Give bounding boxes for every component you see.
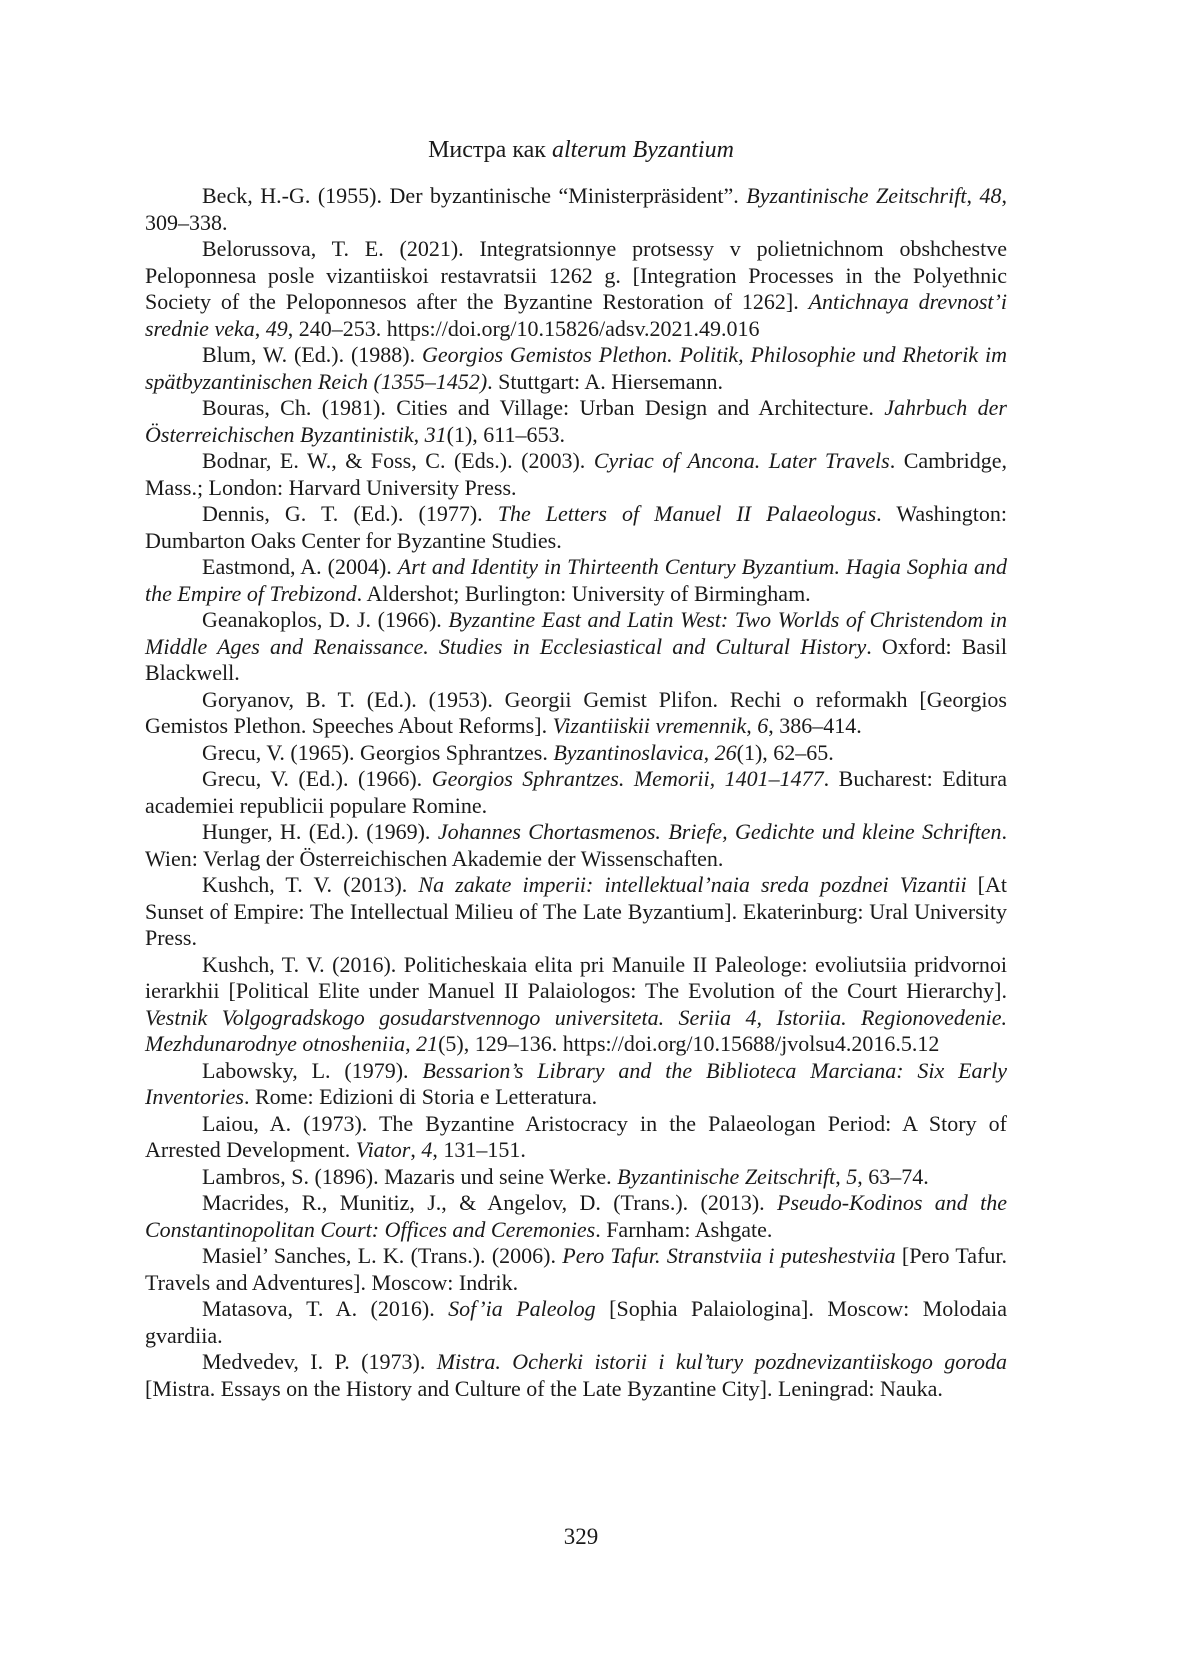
reference-text: . Oxford: Basil Blackwell. <box>145 633 1007 685</box>
reference-italic-text: Art and Identity in Thirteenth Century Byzantium. Hagia Sophia and the Empire of Trebizond <box>145 554 1007 606</box>
reference-text: , <box>966 183 980 208</box>
reference-text: [Sophia Palaiologina]. Moscow: Molodaia gvardiia. <box>145 1296 1008 1348</box>
reference-entry <box>145 342 1007 395</box>
reference-text: (5), 129–136. https://doi.org/10.15688/jvolsu4.2016.5.12 <box>438 1031 940 1056</box>
running-head <box>0 135 1162 165</box>
reference-italic-text: Sof’ia Paleolog <box>448 1296 596 1321</box>
reference-text: Dennis, G. T. (Ed.). (1977). <box>202 501 498 526</box>
reference-text: , <box>254 315 266 341</box>
reference-italic-text: 31 <box>424 421 447 447</box>
reference-italic-text: Jahrbuch der Österreichischen Byzantinistik <box>145 395 1007 447</box>
reference-text: Masiel’ Sanches, L. K. (Trans.). (2006). <box>202 1243 563 1268</box>
page-number: 329 <box>563 1524 599 1549</box>
reference-entry <box>145 1058 1007 1111</box>
reference-entry <box>145 395 1007 448</box>
reference-text: , 63–74. <box>857 1163 929 1189</box>
reference-italic-text: Byzantinische Zeitschrift <box>746 183 967 208</box>
reference-text: , 131–151. <box>432 1137 526 1162</box>
reference-italic-text: Byzantine East and Latin West: Two Worlds of Christendom in Middle Ages and Renaissance. Studies in Ecclesiastical and Cultural History <box>145 607 1007 659</box>
reference-text: , <box>835 1163 847 1189</box>
reference-text: [Mistra. Essays on the History and Culture of the Late Byzantine City]. Leningrad: Nauka. <box>145 1375 943 1401</box>
reference-entry <box>145 448 1007 501</box>
reference-italic-text: Cyriac of Ancona. Later Travels <box>593 448 890 473</box>
reference-text: Hunger, H. (Ed.). (1969). <box>202 819 438 844</box>
reference-text: . Rome: Edizioni di Storia e Letteratura. <box>243 1084 598 1109</box>
reference-entry <box>145 1111 1007 1164</box>
reference-entry <box>145 554 1007 607</box>
reference-italic-text: Antichnaya drevnost’i srednie veka <box>145 289 1007 341</box>
reference-text: Beck, H.-G. (1955). Der byzantinische “Ministerpräsident”. <box>202 183 747 208</box>
reference-text: . Cambridge, Mass.; London: Harvard University Press. <box>145 448 1007 500</box>
reference-text: Eastmond, A. (2004). <box>202 554 398 579</box>
reference-italic-text: Bessarion’s Library and the Biblioteca Marciana: Six Early Inventories <box>145 1057 1007 1109</box>
reference-text: (1), 611–653. <box>446 421 565 447</box>
reference-text: Kushch, T. V. (2013). <box>202 872 419 897</box>
reference-italic-text: Georgios Gemistos Plethon. Politik, Philosophie und Rhetorik im spätbyzantinischen Reich (1355–1452) <box>145 342 1007 394</box>
reference-text: Macrides, R., Munitiz, J., & Angelov, D. (Trans.). (2013). <box>202 1190 778 1215</box>
reference-entry <box>145 687 1007 740</box>
reference-text: [Pero Tafur. Travels and Adventures]. Moscow: Indrik. <box>145 1243 1008 1295</box>
reference-italic-text: Byzantinoslavica <box>553 739 704 765</box>
reference-italic-text: The Letters of Manuel II Palaeologus <box>497 501 877 526</box>
reference-entry <box>145 766 1007 819</box>
reference-entry <box>145 1164 1007 1191</box>
reference-text: , <box>703 739 715 765</box>
reference-text: , 309–338. <box>145 183 1007 235</box>
reference-text: Bouras, Ch. (1981). Cities and Village: Urban Design and Architecture. <box>202 395 885 420</box>
reference-text: Medvedev, I. P. (1973). <box>202 1349 437 1374</box>
reference-text: , 386–414. <box>768 713 862 738</box>
reference-italic-text: Pero Tafur. Stranstviia i puteshestviia <box>562 1243 896 1268</box>
reference-italic-text: Vizantiiskii vremennik <box>552 713 747 738</box>
reference-italic-text: Georgios Sphrantzes. Memorii, 1401–1477 <box>431 766 824 791</box>
reference-text: . Farnham: Ashgate. <box>595 1216 773 1242</box>
reference-italic-text: Johannes Chortasmenos. Briefe, Gedichte und kleine Schriften <box>437 819 1002 844</box>
reference-text: , 240–253. https://doi.org/10.15826/adsv.2021.49.016 <box>287 315 760 341</box>
reference-text: Kushch, T. V. (2016). Politicheskaia elita pri Manuile II Paleologe: evoliutsiia pridvornoi ierarkhii [Political Elite under Manuel II Palaiologos: The Evolution of the Court Hierarchy]. <box>145 951 1007 1003</box>
reference-text: . Washington: Dumbarton Oaks Center for Byzantine Studies. <box>145 501 1007 553</box>
reference-entry <box>145 1349 1007 1402</box>
reference-text: . Wien: Verlag der Österreichischen Akademie der Wissenschaften. <box>145 819 1007 871</box>
reference-text: [At Sunset of Empire: The Intellectual Milieu of The Late Byzantium]. Ekaterinburg: Ural University Press. <box>145 872 1008 950</box>
reference-text: , <box>410 1137 422 1162</box>
reference-text: Matasova, T. A. (2016). <box>202 1296 449 1321</box>
reference-italic-text: Pseudo-Kodinos and the Constantinopolitan Court: Offices and Ceremonies <box>145 1190 1007 1242</box>
reference-text: Grecu, V. (1965). Georgios Sphrantzes. <box>202 739 554 765</box>
reference-italic-text: 26 <box>714 739 737 765</box>
reference-entry <box>145 607 1007 687</box>
reference-list <box>145 183 1007 1402</box>
reference-text: . Aldershot; Burlington: University of Birmingham. <box>356 580 811 606</box>
reference-italic-text: 49 <box>265 315 288 341</box>
reference-italic-text: Mistra. Ocherki istorii i kul’tury pozdnevizantiiskogo goroda <box>436 1349 1007 1374</box>
reference-italic-text: 48 <box>979 183 1002 208</box>
reference-entry <box>145 1190 1007 1243</box>
reference-entry <box>145 1243 1007 1296</box>
reference-text: Labowsky, L. (1979). <box>202 1057 423 1083</box>
reference-italic-text: 21 <box>416 1031 439 1056</box>
reference-text: . Stuttgart: A. Hiersemann. <box>487 368 724 394</box>
reference-text: Goryanov, B. T. (Ed.). (1953). Georgii Gemist Plifon. Rechi o reformakh [Georgios Gemistos Plethon. Speeches About Reforms]. <box>145 686 1007 738</box>
reference-italic-text: Byzantinische Zeitschrift <box>617 1163 836 1189</box>
reference-text: . Bucharest: Editura academiei republicii populare Romine. <box>145 766 1007 818</box>
reference-text: , <box>413 421 425 447</box>
reference-text: , <box>405 1031 417 1056</box>
reference-text: , <box>746 713 758 738</box>
reference-italic-text: Viator <box>355 1137 411 1162</box>
reference-text: (1), 62–65. <box>736 739 834 765</box>
reference-text: Blum, W. (Ed.). (1988). <box>202 342 422 367</box>
reference-entry <box>145 872 1007 952</box>
reference-text: Belorussova, T. E. (2021). Integratsionnye protsessy v polietnichnom obshchestve Peloponnesa posle vizantiiskoi restavratsii 1262 g. [Integration Processes in the Polyethnic Society of the Peloponnesos after the Byzantine Restoration of 1262]. <box>145 236 1007 314</box>
reference-text: Lambros, S. (1896). Mazaris und seine Werke. <box>202 1163 618 1189</box>
running-head-regular: Мистра как <box>428 137 552 163</box>
reference-italic-text: 6 <box>757 713 769 738</box>
reference-italic-text: Na zakate imperii: intellektual’naia sreda pozdnei Vizantii <box>418 872 967 897</box>
reference-italic-text: Vestnik Volgogradskogo gosudarstvennogo universiteta. Seriia 4, Istoriia. Regionovedenie. Mezhdunarodnye otnosheniia <box>145 1004 1007 1056</box>
reference-entry <box>145 501 1007 554</box>
reference-entry <box>145 1296 1007 1349</box>
reference-text: Bodnar, E. W., & Foss, C. (Eds.). (2003). <box>202 448 594 473</box>
running-head-italic: alterum Byzantium <box>551 137 734 163</box>
reference-entry <box>145 952 1007 1058</box>
reference-italic-text: 4 <box>421 1137 433 1162</box>
reference-text: Grecu, V. (Ed.). (1966). <box>202 766 432 791</box>
reference-italic-text: 5 <box>846 1163 858 1189</box>
reference-entry <box>145 819 1007 872</box>
reference-entry <box>145 236 1007 342</box>
reference-text: Laiou, A. (1973). The Byzantine Aristocracy in the Palaeologan Period: A Story of Arrested Development. <box>145 1110 1007 1162</box>
reference-entry <box>145 740 1007 767</box>
reference-entry <box>145 183 1007 236</box>
reference-text: Geanakoplos, D. J. (1966). <box>202 607 449 632</box>
